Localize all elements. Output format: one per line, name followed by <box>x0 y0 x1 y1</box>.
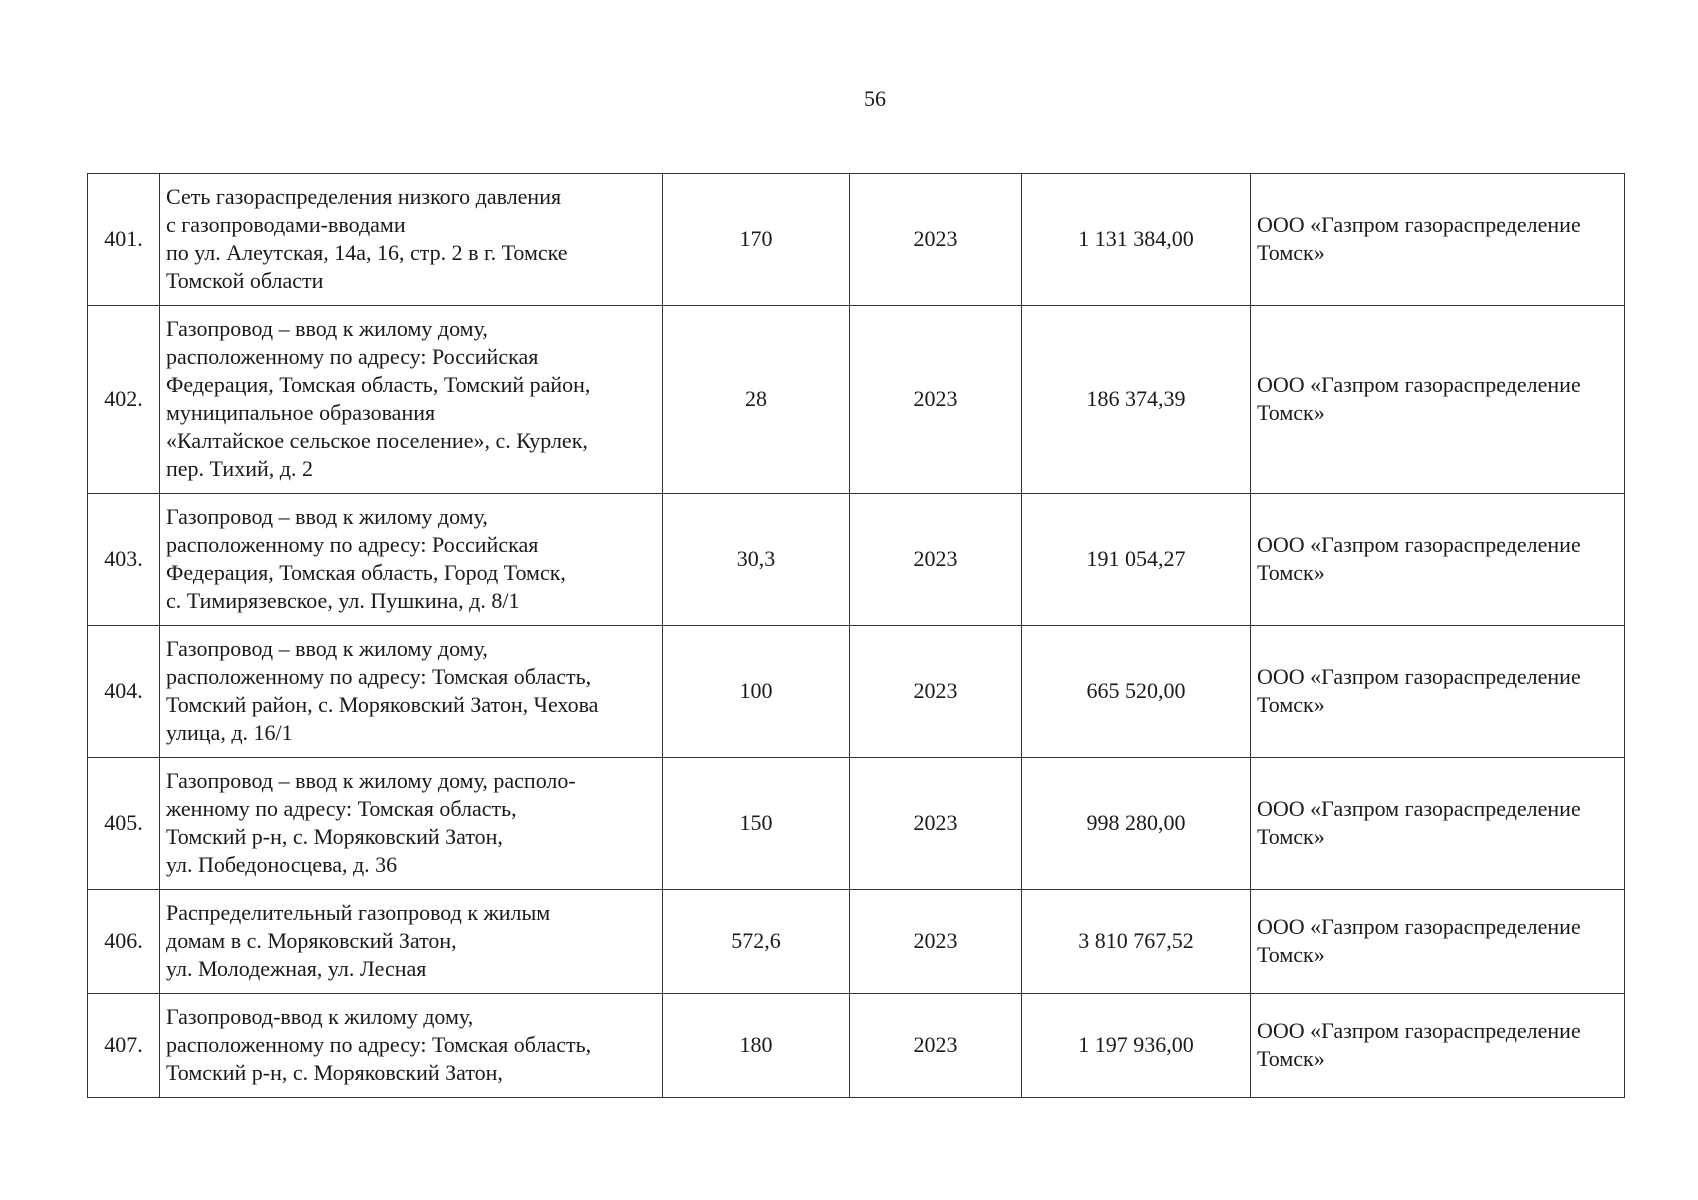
object-length: 28 <box>663 306 850 494</box>
object-year: 2023 <box>850 890 1022 994</box>
object-organization-line: ООО «Газпром газораспределение <box>1257 1018 1581 1043</box>
object-name-line: Федерация, Томская область, Город Томск, <box>166 560 566 585</box>
object-cost: 998 280,00 <box>1022 758 1251 890</box>
object-year: 2023 <box>850 306 1022 494</box>
table-row <box>88 174 1625 306</box>
object-name-line: ул. Победоносцева, д. 36 <box>166 852 398 877</box>
object-length: 180 <box>663 994 850 1098</box>
object-organization-line: ООО «Газпром газораспределение <box>1257 796 1581 821</box>
object-organization-line: ООО «Газпром газораспределение <box>1257 532 1581 557</box>
object-name-line: Газопровод – ввод к жилому дому, <box>166 636 488 661</box>
object-name-line: Распределительный газопровод к жилым <box>166 900 551 925</box>
table-body <box>88 174 1625 1098</box>
table-row <box>88 306 1625 494</box>
object-cost: 1 131 384,00 <box>1022 174 1251 306</box>
object-organization-line: ООО «Газпром газораспределение <box>1257 914 1581 939</box>
object-organization-line: ООО «Газпром газораспределение <box>1257 212 1581 237</box>
page-number: 56 <box>864 86 886 111</box>
object-cost: 1 197 936,00 <box>1022 994 1251 1098</box>
table-row <box>88 994 1625 1098</box>
row-number: 407. <box>88 994 160 1098</box>
row-number: 401. <box>88 174 160 306</box>
object-name-line: Газопровод – ввод к жилому дому, располо- <box>166 768 576 793</box>
table-row <box>88 758 1625 890</box>
object-name-line: муниципальное образования <box>166 400 436 425</box>
object-name-line: по ул. Алеутская, 14а, 16, стр. 2 в г. Томске <box>166 240 568 265</box>
object-name <box>160 174 663 306</box>
object-length: 150 <box>663 758 850 890</box>
table-row <box>88 626 1625 758</box>
row-number: 404. <box>88 626 160 758</box>
object-organization <box>1251 758 1625 890</box>
object-name-line: расположенному по адресу: Томская область, <box>166 1032 592 1057</box>
object-organization <box>1251 174 1625 306</box>
table-row <box>88 890 1625 994</box>
object-name-line: Томский район, с. Моряковский Затон, Чехова <box>166 692 599 717</box>
object-name-line: Томский р-н, с. Моряковский Затон, <box>166 1060 503 1085</box>
row-number: 402. <box>88 306 160 494</box>
object-year: 2023 <box>850 626 1022 758</box>
object-cost: 3 810 767,52 <box>1022 890 1251 994</box>
object-length: 100 <box>663 626 850 758</box>
object-name-line: пер. Тихий, д. 2 <box>166 456 313 481</box>
object-organization-line: Томск» <box>1257 240 1325 265</box>
object-name-line: женному по адресу: Томская область, <box>166 796 517 821</box>
object-organization-line: Томск» <box>1257 692 1325 717</box>
object-organization <box>1251 994 1625 1098</box>
object-organization-line: ООО «Газпром газораспределение <box>1257 372 1581 397</box>
object-name-line: расположенному по адресу: Томская область, <box>166 664 592 689</box>
object-organization <box>1251 494 1625 626</box>
object-name <box>160 994 663 1098</box>
object-cost: 665 520,00 <box>1022 626 1251 758</box>
object-year: 2023 <box>850 494 1022 626</box>
object-cost: 191 054,27 <box>1022 494 1251 626</box>
object-name <box>160 890 663 994</box>
object-organization-line: ООО «Газпром газораспределение <box>1257 664 1581 689</box>
object-length: 572,6 <box>663 890 850 994</box>
object-organization-line: Томск» <box>1257 560 1325 585</box>
object-name-line: расположенному по адресу: Российская <box>166 344 539 369</box>
object-name <box>160 306 663 494</box>
object-name-line: Томский р-н, с. Моряковский Затон, <box>166 824 503 849</box>
object-organization <box>1251 890 1625 994</box>
object-length: 30,3 <box>663 494 850 626</box>
object-name <box>160 626 663 758</box>
object-name-line: с газопроводами-вводами <box>166 212 406 237</box>
object-name-line: расположенному по адресу: Российская <box>166 532 539 557</box>
object-name-line: «Калтайское сельское поселение», с. Курлек, <box>166 428 588 453</box>
object-name-line: улица, д. 16/1 <box>166 720 293 745</box>
object-name-line: Газопровод – ввод к жилому дому, <box>166 504 488 529</box>
object-organization-line: Томск» <box>1257 1046 1325 1071</box>
object-organization <box>1251 626 1625 758</box>
object-name-line: Газопровод-ввод к жилому дому, <box>166 1004 474 1029</box>
object-name-line: ул. Молодежная, ул. Лесная <box>166 956 427 981</box>
table-row <box>88 494 1625 626</box>
object-organization-line: Томск» <box>1257 942 1325 967</box>
objects-table <box>87 173 1625 1098</box>
row-number: 403. <box>88 494 160 626</box>
object-year: 2023 <box>850 174 1022 306</box>
object-year: 2023 <box>850 758 1022 890</box>
object-name-line: Федерация, Томская область, Томский район, <box>166 372 591 397</box>
object-name-line: домам в с. Моряковский Затон, <box>166 928 457 953</box>
row-number: 405. <box>88 758 160 890</box>
object-organization-line: Томск» <box>1257 400 1325 425</box>
object-name <box>160 494 663 626</box>
object-name-line: с. Тимирязевское, ул. Пушкина, д. 8/1 <box>166 588 520 613</box>
object-name-line: Томской области <box>166 268 324 293</box>
object-cost: 186 374,39 <box>1022 306 1251 494</box>
object-organization <box>1251 306 1625 494</box>
object-organization-line: Томск» <box>1257 824 1325 849</box>
object-length: 170 <box>663 174 850 306</box>
object-name-line: Сеть газораспределения низкого давления <box>166 184 562 209</box>
object-year: 2023 <box>850 994 1022 1098</box>
row-number: 406. <box>88 890 160 994</box>
object-name <box>160 758 663 890</box>
object-name-line: Газопровод – ввод к жилому дому, <box>166 316 488 341</box>
